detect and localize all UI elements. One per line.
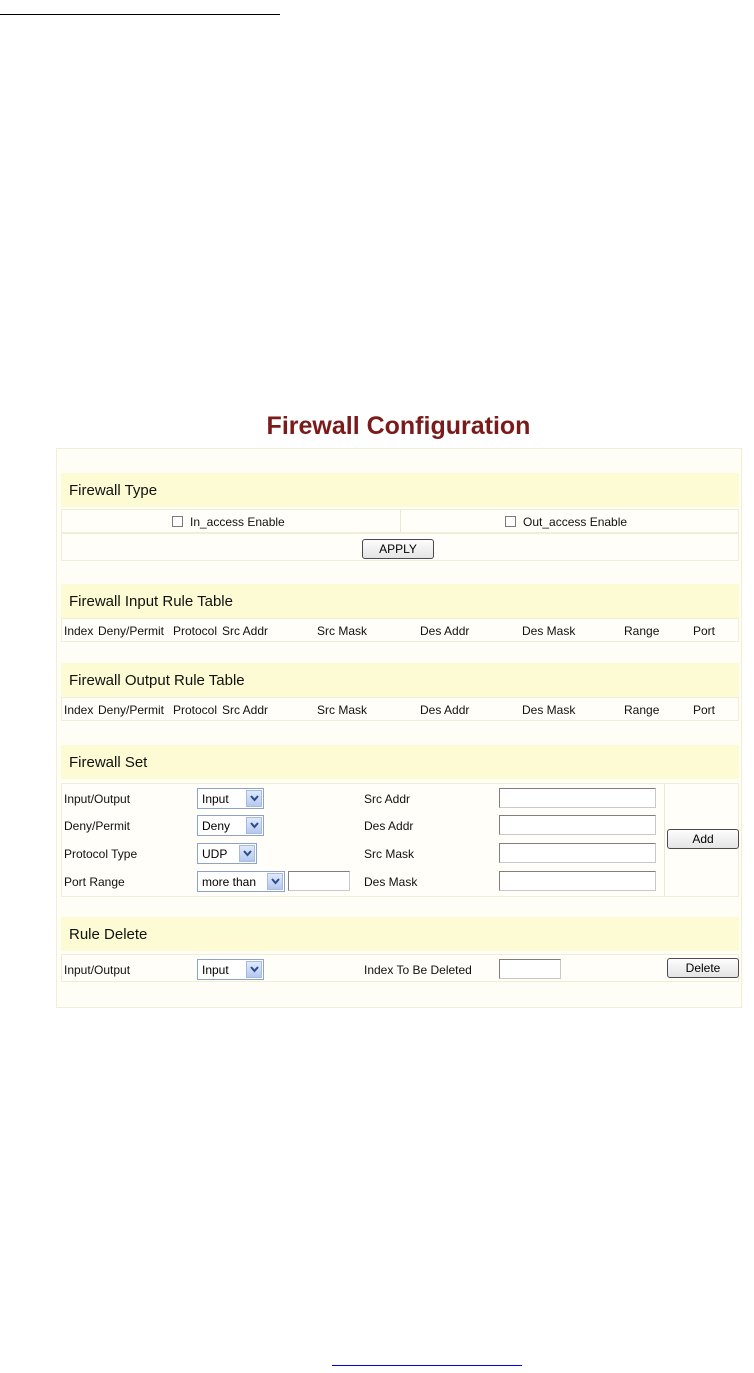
out-access-checkbox[interactable] [505, 516, 516, 527]
firewall-panel [56, 448, 742, 1008]
column-des-mask: Des Mask [522, 624, 576, 638]
top-rule-line [0, 14, 280, 15]
rule-delete-header [61, 917, 739, 951]
column-port: Port [693, 703, 716, 717]
output-rule-table-columns [61, 697, 739, 721]
firewall-type-options-row [61, 509, 739, 533]
port-range-value: more than [202, 875, 257, 889]
out-access-label: Out_access Enable [523, 515, 628, 529]
firewall-type-heading: Firewall Type [69, 482, 158, 499]
deny-permit-value: Deny [202, 819, 231, 833]
src-mask-input[interactable] [499, 843, 656, 863]
index-to-delete-label: Index To Be Deleted [364, 963, 472, 977]
input-rule-table-header [61, 584, 739, 618]
des-addr-input[interactable] [499, 815, 656, 835]
index-to-delete-input[interactable] [499, 959, 561, 979]
des-mask-input[interactable] [499, 871, 656, 891]
delete-button[interactable]: Delete [667, 958, 739, 978]
page-title: Firewall Configuration [266, 412, 531, 440]
column-port: Port [693, 624, 716, 638]
column-des-addr: Des Addr [420, 703, 470, 717]
column-src-addr: Src Addr [222, 624, 269, 638]
column-des-mask: Des Mask [522, 703, 576, 717]
input-output-label: Input/Output [64, 792, 131, 806]
src-mask-label: Src Mask [364, 847, 415, 861]
des-mask-label: Des Mask [364, 875, 418, 889]
chevron-down-icon[interactable] [246, 961, 262, 978]
column-divider [400, 510, 401, 532]
footer-link-underline[interactable] [332, 1365, 522, 1366]
chevron-down-icon[interactable] [246, 790, 262, 807]
chevron-down-icon[interactable] [239, 845, 255, 862]
chevron-down-icon[interactable] [267, 873, 283, 890]
deny-permit-label: Deny/Permit [64, 819, 131, 833]
rule-delete-form [61, 954, 739, 982]
column-deny-permit: Deny/Permit [98, 624, 165, 638]
output-rule-table-header [61, 663, 739, 697]
apply-button[interactable]: APPLY [362, 539, 434, 559]
protocol-type-label: Protocol Type [64, 847, 138, 861]
firewall-type-header [61, 473, 739, 507]
column-src-addr: Src Addr [222, 703, 269, 717]
input-output-value: Input [202, 792, 229, 806]
des-addr-label: Des Addr [364, 819, 414, 833]
src-addr-label: Src Addr [364, 792, 411, 806]
firewall-set-heading: Firewall Set [69, 754, 148, 771]
apply-row [61, 533, 739, 561]
port-range-label: Port Range [64, 875, 125, 889]
firewall-set-header [61, 745, 739, 779]
protocol-type-select[interactable] [197, 843, 257, 864]
column-deny-permit: Deny/Permit [98, 703, 165, 717]
output-rule-table-heading: Firewall Output Rule Table [69, 672, 245, 689]
protocol-type-value: UDP [202, 847, 228, 861]
column-src-mask: Src Mask [317, 624, 368, 638]
column-range: Range [624, 624, 660, 638]
delete-input-output-value: Input [202, 963, 229, 977]
in-access-checkbox[interactable] [172, 516, 183, 527]
column-range: Range [624, 703, 660, 717]
input-rule-table-columns [61, 618, 739, 642]
column-protocol: Protocol [173, 703, 218, 717]
src-addr-input[interactable] [499, 788, 656, 808]
port-input[interactable] [288, 871, 350, 891]
chevron-down-icon[interactable] [246, 817, 262, 834]
input-output-select[interactable] [197, 788, 264, 809]
column-des-addr: Des Addr [420, 624, 470, 638]
in-access-label: In_access Enable [190, 515, 285, 529]
port-range-select[interactable] [197, 871, 285, 892]
deny-permit-select[interactable] [197, 815, 264, 836]
column-divider [664, 784, 665, 896]
column-protocol: Protocol [173, 624, 218, 638]
delete-input-output-label: Input/Output [64, 963, 131, 977]
input-rule-table-heading: Firewall Input Rule Table [69, 593, 233, 610]
column-index: Index [64, 624, 94, 638]
add-button[interactable]: Add [667, 829, 739, 849]
delete-input-output-select[interactable] [197, 959, 264, 980]
firewall-set-form [61, 783, 739, 897]
rule-delete-heading: Rule Delete [69, 926, 148, 943]
column-index: Index [64, 703, 94, 717]
column-src-mask: Src Mask [317, 703, 368, 717]
